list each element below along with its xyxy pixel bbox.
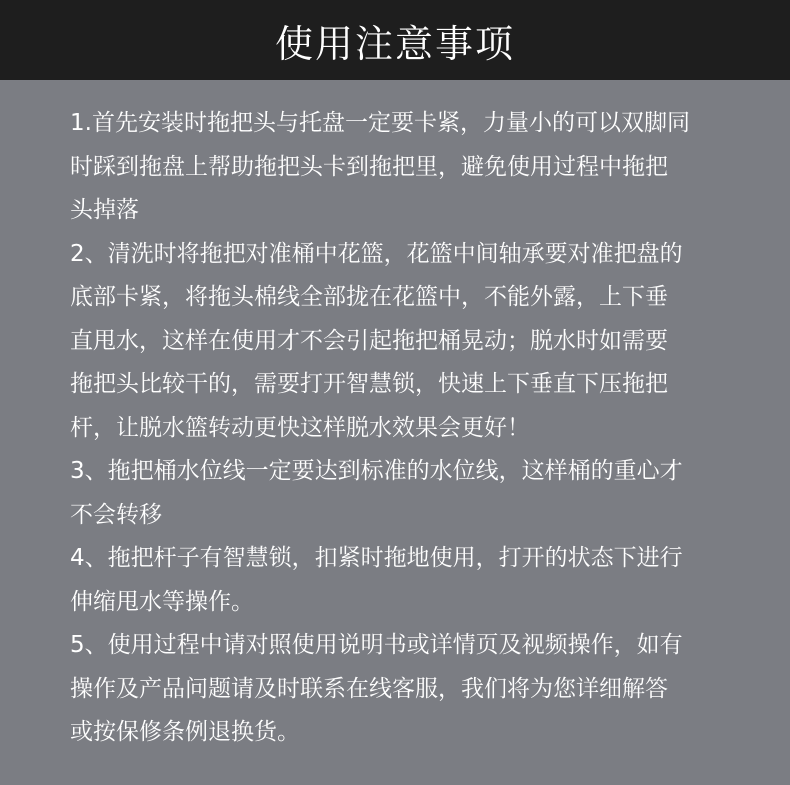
notes-body — [0, 80, 720, 755]
note-line: 5、使用过程中请对照使用说明书或详情页及视频操作，如有 — [70, 632, 683, 658]
note-4 — [70, 537, 720, 624]
note-line: 4、拖把杆子有智慧锁，扣紧时拖地使用，打开的状态下进行 — [70, 545, 683, 571]
note-line: 2、清洗时将拖把对准桶中花篮，花篮中间轴承要对准把盘的 — [70, 240, 683, 267]
note-line: 不会转移 — [70, 501, 162, 528]
note-line: 伸缩甩水等操作。 — [70, 588, 254, 615]
note-line: 3、拖把桶水位线一定要达到标准的水位线，这样桶的重心才 — [70, 458, 683, 484]
page-title: 使用注意事项 — [274, 21, 515, 66]
title-banner — [0, 0, 790, 80]
note-3 — [70, 450, 720, 537]
note-1 — [70, 102, 720, 233]
note-line: 杆，让脱水篮转动更快这样脱水效果会更好！ — [70, 414, 530, 441]
note-line: 底部卡紧，将拖头棉线全部拢在花篮中，不能外露，上下垂 — [70, 284, 668, 310]
note-line: 时踩到拖盘上帮助拖把头卡到拖把里，避免使用过程中拖把 — [70, 153, 668, 180]
note-line: 操作及产品问题请及时联系在线客服，我们将为您详细解答 — [70, 675, 668, 702]
note-5 — [70, 624, 720, 755]
note-line: 拖把头比较干的，需要打开智慧锁，快速上下垂直下压拖把 — [70, 371, 668, 397]
note-2 — [70, 233, 720, 451]
note-line: 或按保修条例退换货。 — [70, 719, 300, 745]
note-line: 1.首先安装时拖把头与托盘一定要卡紧，力量小的可以双脚同 — [70, 110, 690, 136]
note-line: 直甩水，这样在使用才不会引起拖把桶晃动；脱水时如需要 — [70, 327, 668, 354]
note-line: 头掉落 — [70, 197, 139, 223]
